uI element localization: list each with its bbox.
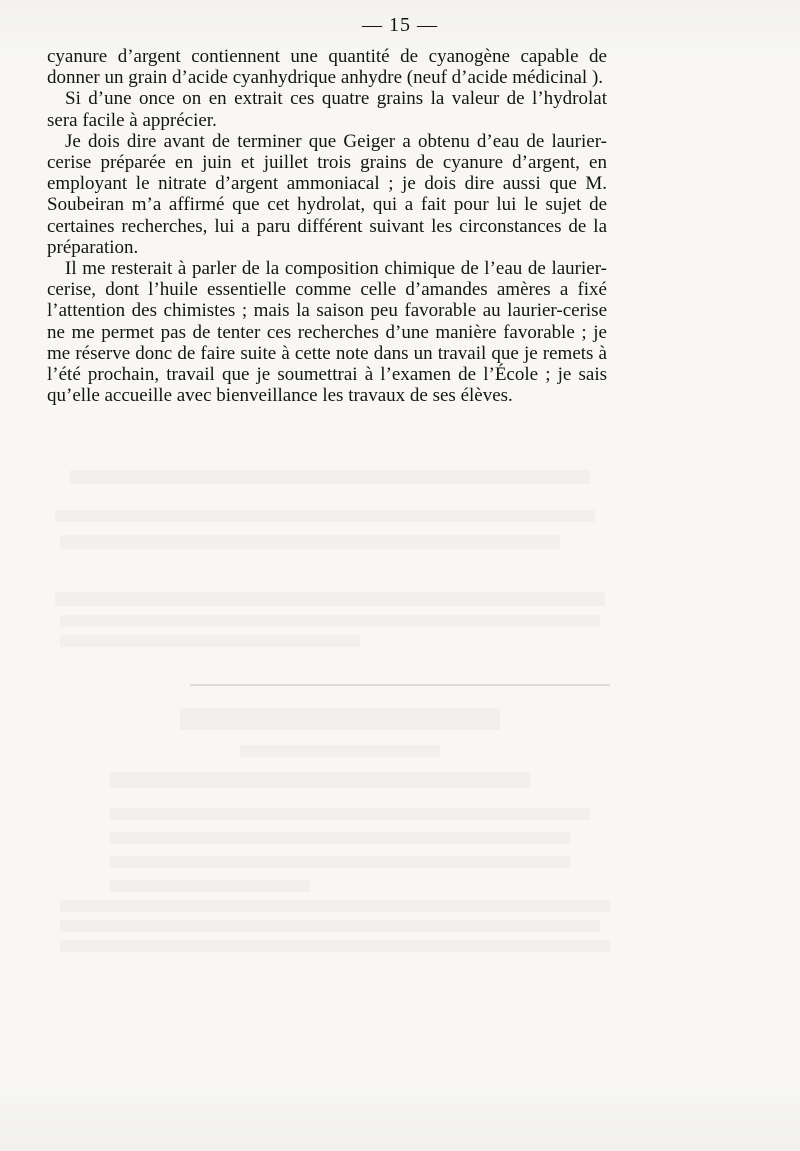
paragraph: Si d’une once on en extrait ces quatre grains la valeur de l’hydrolat sera facile à apprécier. xyxy=(47,88,607,131)
bleed-through-line xyxy=(60,940,610,952)
bleed-through-line xyxy=(55,510,595,522)
bleed-through-line xyxy=(70,470,590,484)
bleed-through-line xyxy=(60,535,560,549)
bleed-through-line xyxy=(110,856,570,868)
paragraph: cyanure d’argent contiennent une quantité de cyanogène capable de donner un grain d’acide cyanhydrique anhydre (neuf d’acide médicinal ). xyxy=(47,46,607,89)
bleed-through-heading xyxy=(110,772,530,788)
bleed-through-line xyxy=(110,808,590,820)
bleed-through-line xyxy=(110,832,570,844)
page-number: — 15 — xyxy=(362,14,438,36)
bleed-through-line xyxy=(60,900,610,912)
bleed-through-rule xyxy=(190,684,610,686)
bleed-through-heading xyxy=(180,708,500,730)
body-text xyxy=(47,46,607,406)
bleed-through-line xyxy=(55,592,605,606)
paragraph: Je dois dire avant de terminer que Geiger a obtenu d’eau de laurier-cerise préparée en juin et juillet trois grains de cyanure d’argent, en employant le nitrate d’argent ammoniacal ; je dois dire aussi que M. Soubeiran m’a affirmé que cet hydrolat, qui a fait pour lui le sujet de certaines recherches, lui a paru différent suivant les circonstances de la préparation. xyxy=(47,130,607,258)
bleed-through-line xyxy=(60,615,600,627)
paragraph: Il me resterait à parler de la composition chimique de l’eau de laurier-cerise, dont l’huile essentielle comme celle d’amandes amères a fixé l’attention des chimistes ; mais la saison peu favorable au laurier-cerise ne me permet pas de tenter ces recherches d’une manière favorable ; je me réserve donc de faire suite à cette note dans un travail que je remets à l’été prochain, travail que je soumettrai à l’examen de l’École ; je sais qu’elle accueille avec bienveillance les travaux de ses élèves. xyxy=(47,258,607,407)
bleed-through-line xyxy=(60,635,360,647)
bleed-through-line xyxy=(240,745,440,757)
bleed-through-line xyxy=(60,920,600,932)
bleed-through-line xyxy=(110,880,310,892)
